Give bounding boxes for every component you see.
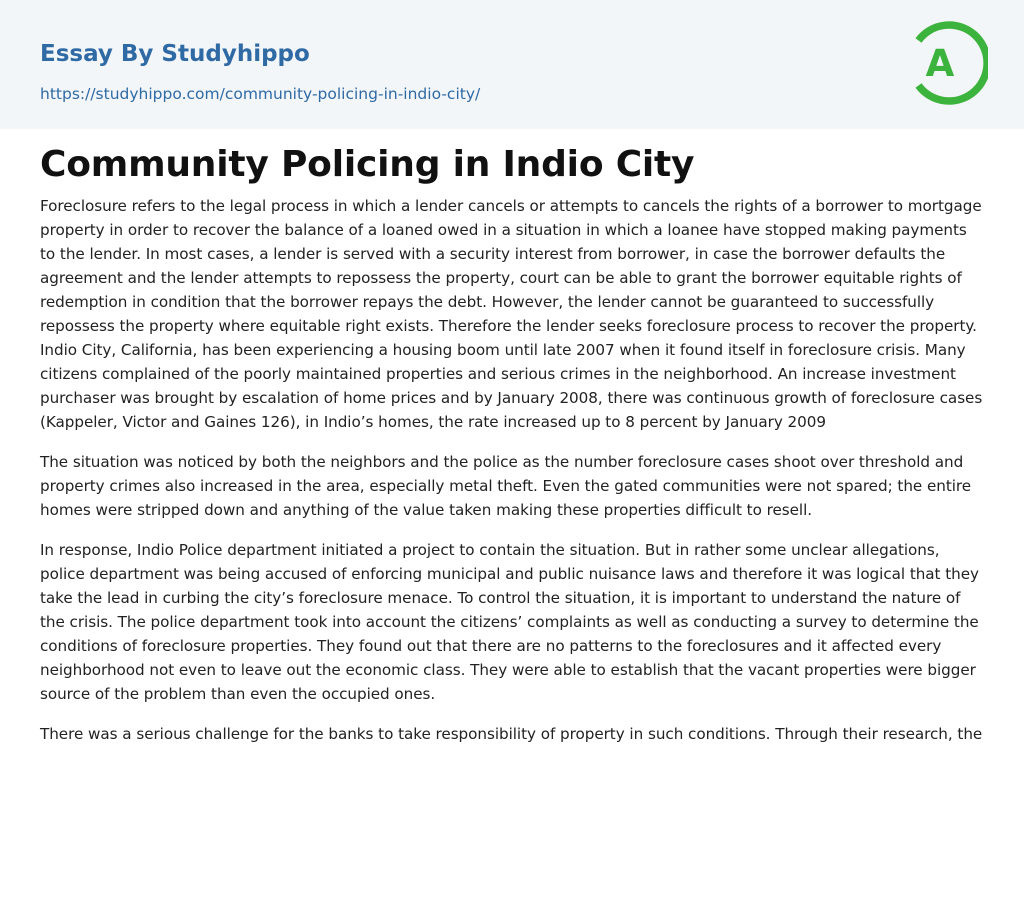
logo-letter: A <box>925 42 955 85</box>
site-header <box>0 0 1024 129</box>
essay-body <box>40 194 986 762</box>
essay-paragraph: Indio City, California, has been experiencing a housing boom until late 2007 when it found itself in foreclosure crisis. Many citizens complained of the poorly maintained properties and serious crimes in the neighborhood. An increase investment purchaser was brought by escalation of home prices and by January 2008, there was continuous growth of foreclosure cases (Kappeler, Victor and Gaines 126), in Indio’s homes, the rate increased up to 8 percent by January 2009 <box>40 341 983 431</box>
studyhippo-a-logo-icon[interactable] <box>912 18 988 108</box>
essay-paragraph: There was a serious challenge for the banks to take responsibility of property in such conditions. Through their research, the <box>40 725 983 743</box>
essay-paragraph: Foreclosure refers to the legal process in which a lender cancels or attempts to cancels the rights of a borrower to mortgage property in order to recover the balance of a loaned owed in a situation in which a loanee have stopped making payments to the lender. In most cases, a lender is served with a security interest from borrower, in case the borrower defaults the agreement and the lender attempts to repossess the property, court can be able to grant the borrower equitable rights of redemption in condition that the borrower repays the debt. However, the lender cannot be guaranteed to successfully repossess the property where equitable right exists. Therefore the lender seeks foreclosure process to recover the property. <box>40 197 982 335</box>
brand-title[interactable]: Essay By Studyhippo <box>40 41 310 67</box>
source-url-link[interactable]: https://studyhippo.com/community-policing-in-indio-city/ <box>40 85 481 103</box>
essay-paragraph: The situation was noticed by both the neighbors and the police as the number foreclosure cases shoot over threshold and property crimes also increased in the area, especially metal theft. Even the gated communities were not spared; the entire homes were stripped down and anything of the value taken making these properties difficult to resell. <box>40 453 972 519</box>
essay-paragraph: In response, Indio Police department initiated a project to contain the situation. But in rather some unclear allegations, police department was being accused of enforcing municipal and public nuisance laws and therefore it was logical that they take the lead in curbing the city’s foreclosure menace. To control the situation, it is important to understand the nature of the crisis. The police department took into account the citizens’ complaints as well as conducting a survey to determine the conditions of foreclosure properties. They found out that there are no patterns to the foreclosures and it affected every neighborhood not even to leave out the economic class. They were able to establish that the vacant properties were bigger source of the problem than even the occupied ones. <box>40 541 979 703</box>
page-title: Community Policing in Indio City <box>40 144 695 185</box>
